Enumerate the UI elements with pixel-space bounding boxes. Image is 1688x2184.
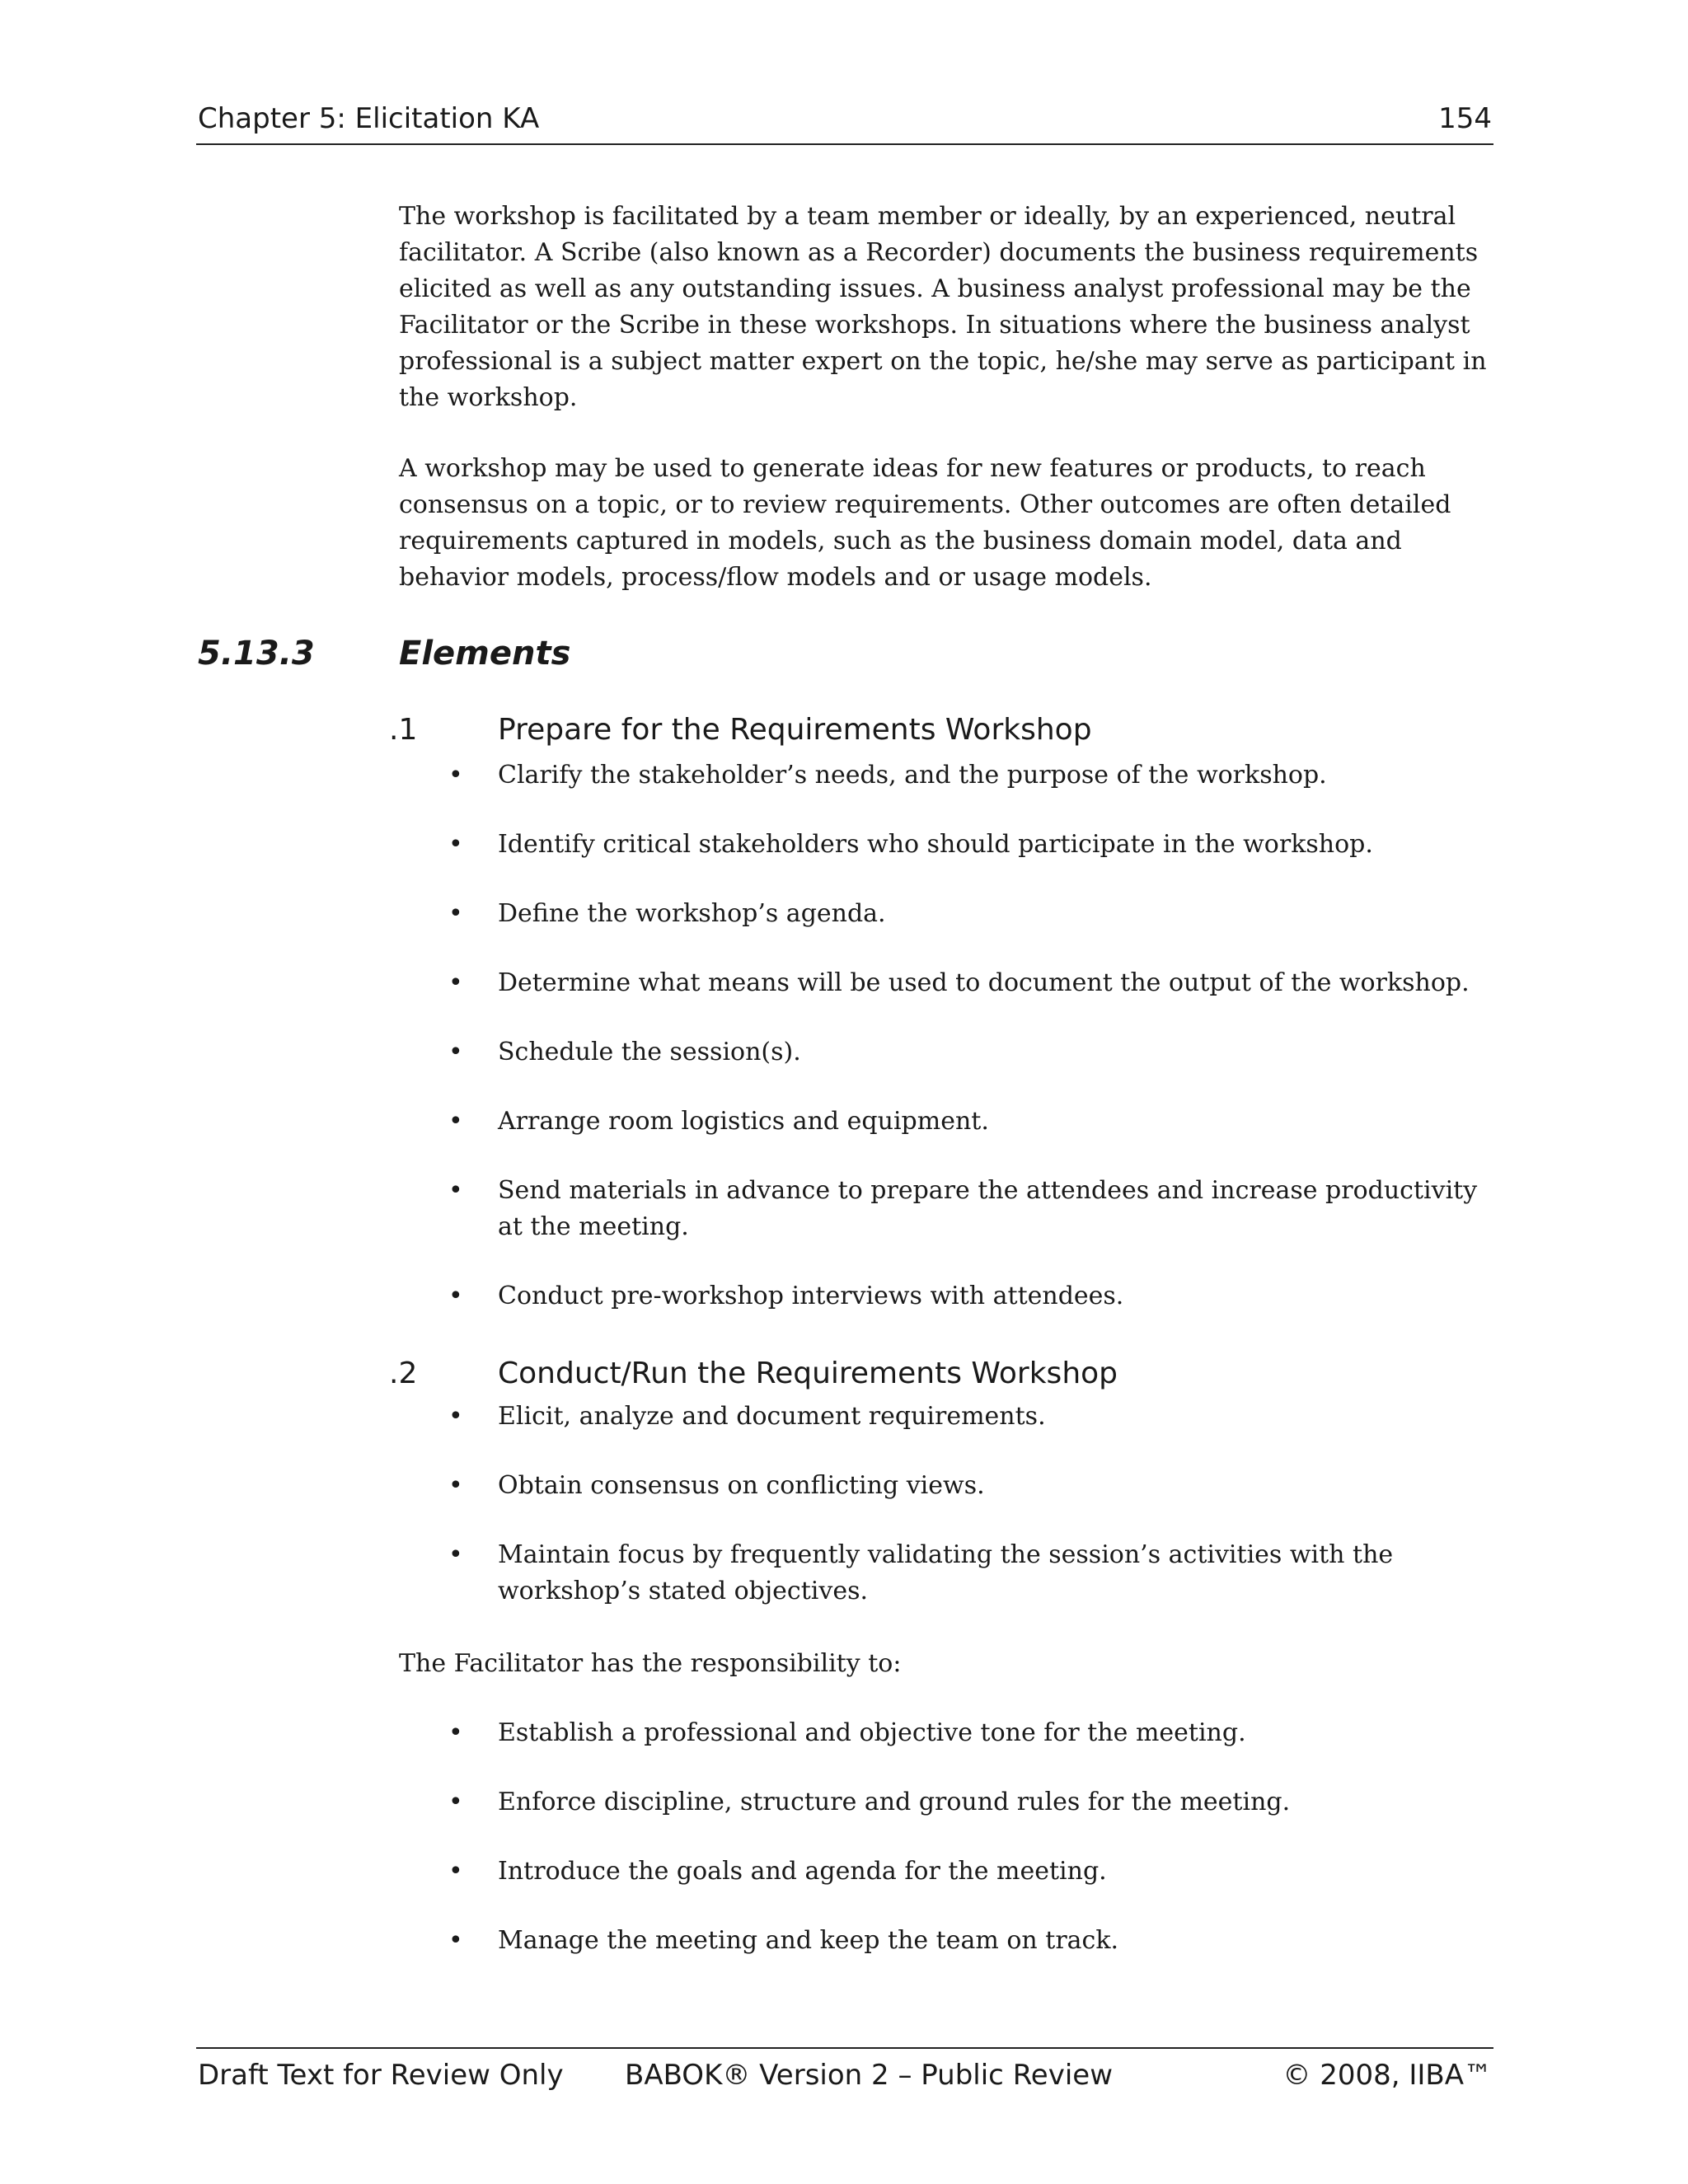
subsection-title: Conduct/Run the Requirements Workshop [498, 1357, 1118, 1390]
list-item [445, 1104, 1500, 1140]
bullet-icon: • [448, 1718, 463, 1747]
bullet-icon: • [448, 1107, 463, 1136]
chapter-title: Chapter 5: Elicitation KA [198, 102, 540, 135]
list-item-text: Obtain consensus on conflicting views. [498, 1471, 985, 1500]
intro-paragraph-2: A workshop may be used to generate ideas for new features or products, to reach consensus on a topic, or to review requirements. Other outcomes are often detailed requirements captured in models, such as the business domain model, data and behavior models, process/flow models and or usage models. [399, 454, 1451, 592]
bullet-icon: • [448, 1857, 463, 1886]
bullet-icon: • [448, 1402, 463, 1431]
list-item-text: Establish a professional and objective tone for the meeting. [498, 1718, 1246, 1747]
conduct-bullet-list [445, 1399, 1500, 1643]
list-item-text: Enforce discipline, structure and ground rules for the meeting. [498, 1788, 1291, 1816]
section-title: Elements [399, 635, 571, 673]
list-item [445, 896, 1500, 932]
list-item [445, 757, 1500, 794]
bullet-icon: • [448, 968, 463, 997]
page-footer [196, 2047, 1493, 2093]
list-item [445, 1923, 1500, 1959]
list-item [445, 1715, 1500, 1751]
list-item-text: Conduct pre-workshop interviews with attendees. [498, 1282, 1124, 1310]
intro-paragraph-1: The workshop is facilitated by a team member or ideally, by an experienced, neutral facilitator. A Scribe (also known as a Recorder) documents the business requirements elicited as well as any outstanding issues. A business analyst professional may be the Facilitator or the Scribe in these workshops. In situations where the business analyst professional is a subject matter expert on the topic, he/she may serve as participant in the workshop. [399, 202, 1487, 412]
page-header [196, 97, 1493, 145]
subsection-number: .2 [389, 1357, 418, 1390]
bullet-icon: • [448, 899, 463, 928]
list-item-text: Manage the meeting and keep the team on track. [498, 1926, 1119, 1955]
list-item [445, 1854, 1500, 1890]
subsection-heading-2 [389, 1354, 1493, 1394]
footer-version: BABOK® Version 2 – Public Review [625, 2059, 1113, 2092]
page-number: 154 [1438, 102, 1492, 135]
list-item [445, 965, 1500, 1001]
list-item-text: Clarify the stakeholder’s needs, and the purpose of the workshop. [498, 761, 1327, 790]
footer-draft-note: Draft Text for Review Only [198, 2059, 564, 2092]
bullet-icon: • [448, 1540, 463, 1569]
list-item-text: Identify critical stakeholders who should participate in the workshop. [498, 830, 1373, 859]
bullet-icon: • [448, 1926, 463, 1955]
list-item [445, 827, 1500, 863]
list-item [445, 1468, 1500, 1504]
bullet-icon: • [448, 830, 463, 859]
list-item [445, 1034, 1500, 1071]
list-item-text: Define the workshop’s agenda. [498, 899, 886, 928]
section-heading [198, 630, 1495, 677]
list-item [445, 1278, 1500, 1315]
list-item-text: Schedule the session(s). [498, 1038, 801, 1066]
bullet-icon: • [448, 1038, 463, 1066]
section-number: 5.13.3 [198, 635, 315, 673]
list-item-text: Elicit, analyze and document requirements. [498, 1402, 1046, 1431]
list-item-text: Send materials in advance to prepare the attendees and increase productivity at the meeting. [498, 1176, 1478, 1241]
bullet-icon: • [448, 1282, 463, 1310]
subsection-heading-1 [389, 710, 1493, 750]
subsection-number: .1 [389, 713, 418, 747]
facilitator-bullet-list [445, 1715, 1500, 1992]
list-item [445, 1173, 1500, 1245]
bullet-icon: • [448, 1471, 463, 1500]
list-item-text: Maintain focus by frequently validating the session’s activities with the workshop’s stated objectives. [498, 1540, 1394, 1605]
list-item [445, 1399, 1500, 1435]
facilitator-intro: The Facilitator has the responsibility to: [399, 1649, 902, 1678]
list-item-text: Determine what means will be used to document the output of the workshop. [498, 968, 1470, 997]
prepare-bullet-list [445, 757, 1500, 1347]
list-item [445, 1537, 1500, 1610]
list-item-text: Arrange room logistics and equipment. [498, 1107, 989, 1136]
bullet-icon: • [448, 761, 463, 790]
bullet-icon: • [448, 1788, 463, 1816]
list-item [445, 1784, 1500, 1821]
subsection-title: Prepare for the Requirements Workshop [498, 713, 1092, 747]
footer-copyright: © 2008, IIBA™ [1282, 2059, 1492, 2092]
list-item-text: Introduce the goals and agenda for the meeting. [498, 1857, 1107, 1886]
bullet-icon: • [448, 1176, 463, 1205]
